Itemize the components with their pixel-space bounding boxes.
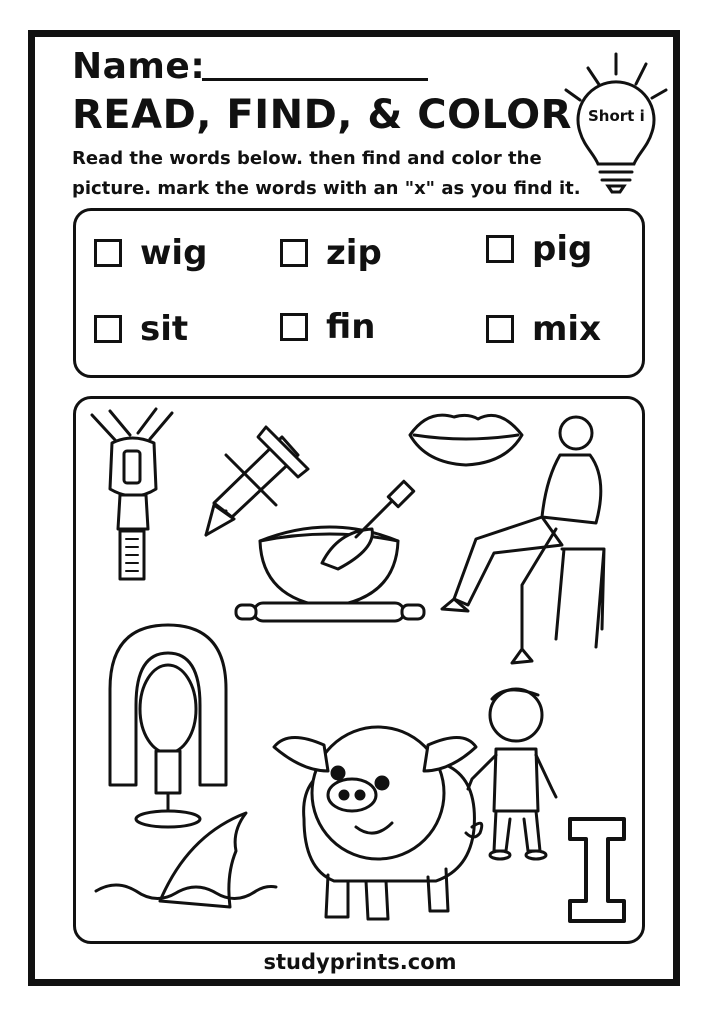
word-item-sit[interactable]: [94, 309, 188, 349]
name-label: Name:: [72, 46, 206, 87]
word-label: mix: [532, 309, 602, 349]
word-item-fin[interactable]: [280, 307, 375, 347]
checkbox[interactable]: [280, 239, 308, 267]
whisk-bowl-icon[interactable]: [236, 481, 424, 621]
pushpin-icon[interactable]: [206, 427, 308, 535]
word-list: [73, 208, 645, 378]
word-item-zip[interactable]: [280, 233, 382, 273]
checkbox[interactable]: [486, 235, 514, 263]
wig-icon[interactable]: [110, 625, 226, 827]
word-label: zip: [326, 233, 382, 273]
word-item-mix[interactable]: [486, 309, 601, 349]
word-label: sit: [140, 309, 189, 349]
checkbox[interactable]: [94, 315, 122, 343]
word-item-pig[interactable]: [486, 229, 592, 269]
checkbox[interactable]: [280, 313, 308, 341]
instructions-line-2: picture. mark the words with an "x" as you find it.: [72, 178, 581, 199]
letter-i-icon[interactable]: [570, 819, 624, 921]
word-label: fin: [326, 307, 376, 347]
word-label: wig: [140, 233, 208, 273]
checkbox[interactable]: [94, 239, 122, 267]
checkbox[interactable]: [486, 315, 514, 343]
instructions-line-1: Read the words below. then find and color the: [72, 148, 542, 169]
name-field[interactable]: [202, 78, 428, 81]
zipper-icon[interactable]: [92, 409, 172, 579]
picture-area: [73, 396, 645, 944]
instructions: [72, 144, 592, 204]
lips-icon[interactable]: [410, 415, 522, 465]
word-label: pig: [532, 229, 593, 269]
pig-icon[interactable]: [274, 727, 482, 919]
footer-site: studyprints.com: [263, 950, 457, 974]
page-title: READ, FIND, & COLOR: [72, 92, 572, 138]
short-i-badge: Short i: [588, 107, 645, 125]
light-bulb-icon: [558, 46, 678, 206]
word-item-wig[interactable]: [94, 233, 207, 273]
